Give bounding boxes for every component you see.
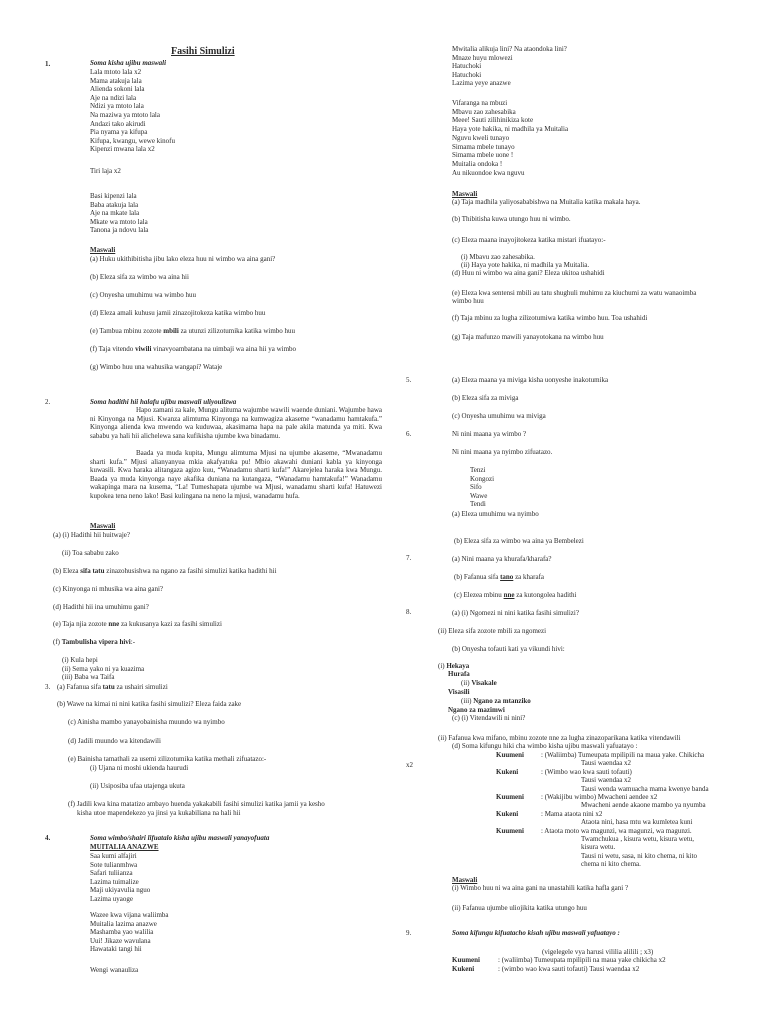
q1-question-a: (a) Huku ukithibitisha jibu lako eleza huu ni wimbo wa aina gani? [90, 255, 276, 263]
q2-question-a-i: (a) (i) Hadithi hii huitwaje? [53, 531, 130, 539]
dialog-row [496, 827, 692, 836]
dialog-row [496, 751, 704, 760]
dialog-text: Tausi waendaa x2 [581, 776, 632, 785]
r-maswali-heading: Maswali [452, 190, 478, 198]
q8-question-c-ii: (ii) Fafanua kwa mifano, mbinu zozote nne za lugha zinazoparikana katika vitendawili [438, 734, 681, 742]
q8-question-d: (d) Soma kifungu hiki cha wimbo kisha ujibu maswali yafuatayo : [452, 742, 638, 750]
page-title: Fasihi Simulizi [171, 46, 235, 57]
line: Hatuchoki [452, 70, 482, 79]
dialog-text: : (Wimbo wao kwa sauti tofauti) [541, 767, 632, 776]
q1-question-b: (b) Eleza sifa za wimbo wa aina hii [90, 273, 189, 281]
q8-iii-label: (iii) Ngano za mtanziko [461, 697, 531, 705]
line: Sifo [470, 483, 482, 492]
q8-x2-mark: x2 [406, 761, 413, 769]
dialog-row [496, 793, 657, 802]
q1-question-d: (d) Eleza amali kuhusu jamii zinazojitokeza katika wimbo huu [90, 309, 266, 317]
dialog-speaker: Kuumeni [452, 956, 481, 964]
dialog-text: : (Waliimba) Tumeupata mpilipili na maua yake. Chikicha [541, 751, 705, 759]
q8-mazimwi: Ngano za mazimwi [448, 706, 505, 714]
q2-paragraph-2: Baada ya muda kupita, Mungu alimtuma Mjusi na ujumbe akaseme, “Mwanadamu sharti kufa.” Mjusi alianyanyua mkia akafyatuka pu! Mbio akawahi duniani kabla ya kinyonga kuwasili. Kwa haraka alitangaza agizo kuu, “Wanadamu sharti kufa!” Akarejelea haraka kwa Mungu. Baada ya muda kinyonga naye akafika duniana na kutangaza, “Wanadamu hamtakufa!” Wanadamu wakapinga mara na kusema, “La! Tumeshapata ujumbe wa Mjusi, wanadamu sharti kufa! Hatuwezi kupokea tena neno lako! Basi kulingana na neno la mjusi, wanadamu hufa. [90, 449, 382, 500]
q1-question-g: (g) Wimbo huu una wahusika wangapi? Wataje [90, 363, 223, 371]
q4-last-line: Wengi wanauliza [90, 966, 139, 974]
q8-question-b: (b) Onyesha tofauti kati ya vikundi hivi: [452, 645, 565, 653]
r-question-c: (c) Eleza maana inayojitokeza katika mistari ifuatayo:- [452, 236, 606, 244]
dialog-speaker: Kuumeni [496, 826, 525, 835]
q8-question-c: (c) (i) Vitendawili ni nini? [452, 714, 526, 722]
dialog-text: : Mama ataota nini x2 [541, 809, 603, 818]
q5-question-c: (c) Onyesha umuhimu wa miviga [452, 412, 546, 420]
q2-question-f: (f) Tambulisha vipera hivi:- [53, 638, 136, 646]
dialog-text: : (waliimba) Tumeupata mpilipili na maua yake chikicha x2 [498, 956, 666, 964]
line: Baba atakuja lala [90, 200, 139, 209]
line: Na maziwa ya mtoto lala [90, 111, 160, 119]
q1-instruction: Soma kisha ujibu maswali [90, 59, 167, 67]
q7-question-b: (b) Fafanua sifa tano za kharafa [454, 573, 545, 581]
q8-question-e-i: (i) Wimbo huu ni wa aina gani na unastahili katika hafla gani ? [452, 884, 629, 892]
line: Aje na ndizi lala [90, 93, 137, 102]
line: Ndizi ya mtoto lala [90, 102, 144, 111]
r-question-f: (f) Taja mbinu za lugha zilizotumiwa katika wimbo huu. Toa ushahidi [452, 314, 648, 322]
line: Kifupa, kwangu, wewe kinofu [90, 136, 175, 145]
dialog-text: : (wimbo wao kwa sauti tofauti) Tausi waendaa x2 [498, 964, 640, 973]
q3-question-e: (e) Bainisha tamathali za usemi zilizotumika katika methali zifuatazo:- [68, 755, 267, 763]
line: Safari tuliianza [90, 869, 133, 878]
dialog-row [496, 860, 641, 869]
q8-i-label: (i) Hekaya [438, 662, 470, 670]
line: Wawe [470, 491, 488, 500]
r-question-e: (e) Eleza kwa sentensi mbili au tatu shughuli muhimu za kiuchumi za watu wanaoimba [452, 289, 697, 297]
q1-maswali-heading: Maswali [90, 246, 116, 254]
q2-paragraph-1: Hapo zamani za kale, Mungu alituma wajumbe wawili waende duniani. Wajumbe hawa ni Kinyonga na Mjusi. Kwanza alimtuma Kinyonga na kumwagiza akaseme “wanadamu hamtakufa.” Kinyonga alienda kwa mwendo wa kuduwaa, akasimama hapa na pale akila matunda ya miti. Kwa sababu ya hali hii alichelewa sana kufikisha ujumbe kwa binadamu. [90, 406, 382, 440]
dialog-text: Ataota nini, hasa mtu wa kumletea kuni [581, 818, 693, 827]
q1-question-c: (c) Onyesha umuhimu wa wimbo huu [90, 291, 196, 299]
q4-instruction: Soma wimbo/shairi lifuatalo kisha ujibu maswali yanayofuata [90, 834, 270, 842]
q2-question-c: (c) Kinyonga ni mhusika wa aina gani? [53, 585, 164, 593]
q2-question-a-ii: (ii) Toa sababu zako [62, 549, 119, 557]
r-question-c-i: (i) Mbavu zao zahesabika. [461, 253, 535, 261]
q8-hurafa: Hurafa [448, 670, 470, 678]
q1-question-f: (f) Taja vitendo viwili vinavyoambatana na uimbaji wa aina hii ya wimbo [90, 345, 297, 353]
line: (ii) Sema yako ni ya kuazima [62, 664, 145, 673]
dialog-text: Tausi wenda wamuacha mama kwenye banda [581, 784, 709, 793]
dialog-text: Mwacheni aende akaone mambo ya nyumba [581, 801, 706, 810]
line: Nguvu kweli tunayo [452, 133, 510, 142]
dialog-row [496, 835, 694, 844]
line: Muitalia lazima anazwe [90, 919, 157, 928]
line: Simama mbele uone ! [452, 151, 514, 160]
line: Mkate wa mtoto lala [90, 217, 148, 226]
dialog-row [496, 801, 706, 810]
dialog-speaker: Kukeni [452, 964, 475, 973]
q6-question-b: (b) Eleza sifa za wimbo wa aina ya Bembelezi [454, 537, 584, 545]
line: Mnaze huyu mlowezi [452, 53, 513, 62]
line: Aje na mkate lala [90, 209, 140, 218]
dialog-row [496, 785, 709, 794]
line: Tanona ja ndovu lala [90, 226, 149, 235]
line: Basi kipenzi lala [90, 192, 137, 200]
line: Haya yote hakika, ni madhila ya Muitalia [452, 125, 569, 134]
dialog-row [496, 852, 697, 861]
line: Alienda sokoni lala [90, 85, 145, 94]
q4-number: 4. [45, 834, 51, 842]
line: Mashamba yao walilia [90, 928, 154, 937]
dialog-text: kisura wetu. [581, 843, 616, 852]
line: Kipenzi mwana lala x2 [90, 145, 155, 154]
line: Tenzi [470, 466, 486, 474]
q8-visasili: Visasili [448, 688, 470, 696]
r-question-d: (d) Huu ni wimbo wa aina gani? Eleza ukitoa ushahidi [452, 269, 605, 277]
line: Saa kumi alfajiri [90, 852, 137, 860]
q3-number: 3. [45, 683, 51, 691]
q8-question-a: (a) (i) Ngomezi ni nini katika fasihi simulizi? [452, 609, 579, 617]
line: (i) Kula hepi [62, 656, 98, 664]
dialog-row [496, 843, 615, 852]
q6-line-2: Ni nini maana ya nyimbo zifuatazo. [452, 448, 553, 456]
line: Meee! Sauti zilihinikiza kote [452, 116, 534, 125]
r-question-b: (b) Thibitisha kuwa utungo huu ni wimbo. [452, 215, 571, 223]
q2-question-b: (b) Eleza sifa tatu zinazohusishwa na ngano za fasihi simulizi katika hadithi hii [53, 567, 277, 575]
q9-number: 9. [406, 929, 412, 937]
line: Mwitalia alikuja lini? Na ataondoka lini? [452, 45, 567, 53]
dialog-text: : (Wakijibu wimbo) Mwacheni aendee x2 [541, 793, 658, 801]
line: Lazima uyaoge [90, 895, 133, 903]
q3-item-ii: (ii) Usiposiba ufaa utajenga ukuta [90, 782, 185, 790]
dialog-row [496, 768, 632, 777]
q3-question-f-cont: kisha utoe mapendekezo ya jinsi ya kukabiliana na hali hii [77, 809, 241, 817]
line: Hatuchoki [452, 62, 482, 71]
dialog-text: Tausi ni wetu, sasa, ni kito chema, ni kito [581, 851, 697, 860]
dialog-text: Twamchukua , kisura wetu, kisura wetu, [581, 835, 695, 843]
dialog-row [496, 776, 631, 785]
line: Muitalia ondoka ! [452, 159, 503, 168]
q6-number: 6. [406, 430, 412, 438]
q4-poem-heading: MUITALIA ANAZWE [90, 843, 159, 851]
r-question-g: (g) Taja mafunzo mawili yanayotokana na wimbo huu [452, 333, 604, 341]
r-question-a: (a) Taja madhila yaliyosababishwa na Muitalia katika makala haya. [452, 198, 641, 206]
dialog-speaker: Kuumeni [496, 751, 525, 759]
q1-question-e: (e) Tambua mbinu zozote mbili za utunzi zilizotumika katika wimbo huu [90, 327, 296, 335]
line: Lazima tuimalize [90, 877, 139, 886]
q8-question-e-ii: (ii) Fafanua ujumbe uliojikita katika utungo huu [452, 904, 587, 912]
line: Sote tulianmhwa [90, 860, 138, 869]
right-column [384, 0, 768, 1024]
dialog-row [452, 956, 666, 965]
q3-item-i: (i) Ujana ni moshi ukienda haurudi [90, 764, 189, 772]
line: Kongozi [470, 474, 495, 483]
line: Tendi [470, 500, 486, 509]
line: Wazee kwa vijana waliimba [90, 911, 169, 919]
line: Mbavu zao zahesabika [452, 107, 516, 116]
line: Mama atakuja lala [90, 76, 142, 85]
q3-question-c: (c) Ainisha mambo yanayobainisha muundo wa nyimbo [68, 718, 225, 726]
q5-question-b: (b) Eleza sifa za miviga [452, 394, 519, 402]
q3-question-b: (b) Wawe na kimai ni nini katika fasihi simulizi? Eleza faida zake [57, 700, 242, 708]
q8-number: 8. [406, 608, 412, 616]
line: Pia nyama ya kifupa [90, 128, 148, 137]
r-question-e-cont: wimbo huu [452, 297, 484, 305]
q7-question-a: (a) Nini maana ya khurafa/kharafa? [452, 555, 552, 563]
q2-number: 2. [45, 398, 51, 406]
dialog-speaker: Kukeni [496, 809, 519, 818]
q9-instruction: Soma kifungu kifuatacho kisah ujibu maswali yafuatayo : [452, 929, 620, 937]
line: Lala mtoto lala x2 [90, 68, 142, 76]
q5-number: 5. [406, 376, 412, 384]
dialog-row [496, 810, 602, 819]
q8-question-a-ii: (ii) Eleza sifa zozote mbili za ngomezi [438, 627, 547, 635]
dialog-text: : Ataota moto wa magunzi, wa magunzi, wa magunzi. [541, 826, 692, 835]
dialog-row [496, 818, 692, 827]
q7-question-c: (c) Elezea mbinu nne za kutongolea hadithi [454, 591, 577, 599]
line: Vifaranga na mbuzi [452, 99, 508, 107]
line: Maji ukiyavulia nguo [90, 886, 151, 895]
q8-maswali-heading: Maswali [452, 876, 478, 884]
q6-question-a: (a) Eleza umuhimu wa nyimbo [452, 510, 539, 518]
q3-question-a: (a) Fafanua sifa tatu za ushairi simulizi [57, 683, 168, 691]
dialog-speaker: Kuumeni [496, 793, 525, 801]
line: Uui! Jikaze wavulana [90, 936, 151, 945]
q6-line-1: Ni nini maana ya wimbo ? [452, 430, 527, 438]
q8-ii-label: (ii) Visakale [461, 679, 497, 687]
q5-question-a: (a) Eleza maana ya miviga kisha uonyeshe inakotumika [452, 376, 609, 384]
line: Simama mbele tunayo [452, 142, 515, 151]
q9-line-1: (vigelegele vya harusi vililia alilili ; x3) [542, 948, 654, 956]
line: Andazi tako akirudi [90, 119, 146, 128]
q2-question-e: (e) Taja njia zozote nne za kukusanya kazi za fasihi simulizi [53, 620, 222, 628]
q2-question-d: (d) Hadithi hii ina umuhimu gani? [53, 603, 149, 611]
q7-number: 7. [406, 554, 412, 562]
dialog-text: chema ni kito chema. [581, 860, 641, 869]
q2-instruction: Soma hadithi hii halafu ujibu maswali uliyoulizwa [90, 398, 237, 406]
q1-number: 1. [45, 60, 51, 68]
r-question-c-ii: (ii) Haya yote hakika, ni madhila ya Muitalia. [461, 261, 590, 269]
dialog-speaker: Kukeni [496, 767, 519, 776]
q2-maswali-heading: Maswali [90, 522, 116, 530]
line: Au nikuondoe kwa nguvu [452, 168, 525, 177]
line: (iii) Baba wa Taifa [62, 673, 115, 682]
q1-chorus: Tiri laja x2 [90, 167, 121, 175]
dialog-row [452, 965, 639, 974]
line: Lazima yeye anazwe [452, 79, 511, 88]
line: Hawataki tangi hii [90, 945, 142, 954]
q3-question-f: (f) Jadili kwa kina matatizo ambayo huenda yakakabili fasihi simulizi katika jamii ya kesho [68, 800, 325, 808]
dialog-text: Tausi waendaa x2 [581, 759, 632, 768]
dialog-row [496, 759, 631, 768]
q3-question-d: (d) Jadili muundo wa kitendawili [68, 737, 161, 745]
